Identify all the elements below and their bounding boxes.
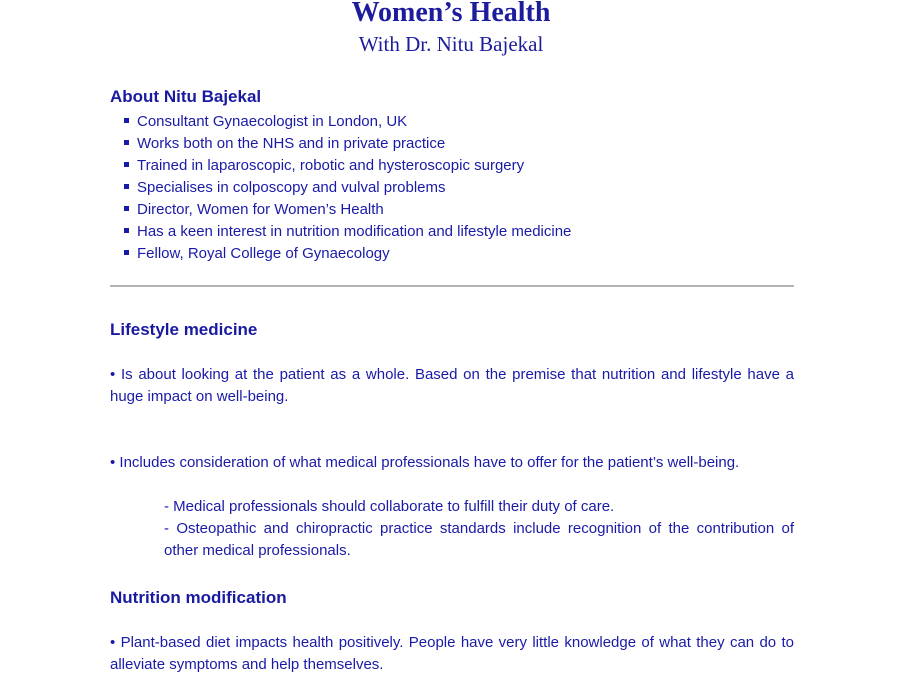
lifestyle-sub-item-2: - Osteopathic and chiropractic practice standards include recognition of the contribution of other medical professionals.: [164, 520, 794, 559]
lifestyle-heading: Lifestyle medicine: [110, 320, 258, 339]
page-title: Women’s Health: [351, 0, 551, 28]
list-item: [124, 199, 571, 221]
list-item: [124, 111, 571, 133]
list-item: [124, 177, 571, 199]
square-bullet-icon: [124, 206, 129, 211]
list-item-text: Trained in laparoscopic, robotic and hysteroscopic surgery: [137, 157, 525, 174]
list-item: [124, 243, 571, 265]
list-item-text: Specialises in colposcopy and vulval problems: [137, 179, 446, 196]
section-divider: [110, 285, 794, 287]
nutrition-paragraph-1: • Plant-based diet impacts health positively. People have very little knowledge of what they can do to alleviate symptoms and help themselves.: [110, 634, 794, 673]
list-item: [124, 221, 571, 243]
square-bullet-icon: [124, 184, 129, 189]
list-item-text: Has a keen interest in nutrition modification and lifestyle medicine: [137, 223, 572, 240]
list-item-text: Fellow, Royal College of Gynaecology: [137, 245, 390, 262]
nutrition-heading: Nutrition modification: [110, 588, 287, 607]
about-heading: About Nitu Bajekal: [110, 87, 262, 106]
square-bullet-icon: [124, 140, 129, 145]
lifestyle-paragraph-2: • Includes consideration of what medical professionals have to offer for the patient’s well-being.: [110, 454, 740, 471]
list-item-text: Works both on the NHS and in private practice: [137, 135, 446, 152]
lifestyle-sub-item-1: - Medical professionals should collaborate to fulfill their duty of care.: [164, 498, 615, 515]
list-item-text: Director, Women for Women’s Health: [137, 201, 384, 218]
square-bullet-icon: [124, 162, 129, 167]
square-bullet-icon: [124, 250, 129, 255]
list-item: [124, 155, 571, 177]
page-subtitle: With Dr. Nitu Bajekal: [358, 32, 544, 56]
square-bullet-icon: [124, 228, 129, 233]
lifestyle-paragraph-1: • Is about looking at the patient as a whole. Based on the premise that nutrition and lifestyle have a huge impact on well-being.: [110, 366, 794, 405]
list-item-text: Consultant Gynaecologist in London, UK: [137, 113, 408, 130]
list-item: [124, 133, 571, 155]
square-bullet-icon: [124, 118, 129, 123]
about-list: [124, 111, 571, 265]
